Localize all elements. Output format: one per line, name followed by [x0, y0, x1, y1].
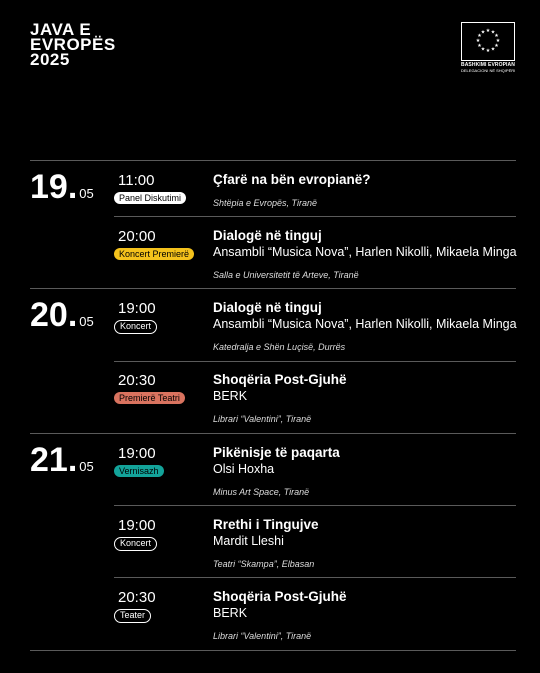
page-title: [30, 22, 116, 67]
event-time: 19:00: [118, 517, 156, 534]
svg-text:★: ★: [475, 38, 481, 44]
event-venue: Librari “Valentini”, Tiranë: [213, 631, 312, 641]
event-category-badge: Teater: [114, 609, 151, 623]
event-title: Pikënisje të paqarta: [213, 445, 340, 460]
event-venue: Katedralja e Shën Luçisë, Durrës: [213, 342, 346, 352]
eu-caption: BASHKIMI EVROPIAN: [461, 62, 515, 68]
divider: [114, 216, 516, 217]
event-venue: Teatri “Skampa”, Elbasan: [213, 559, 315, 569]
event-item: [114, 372, 516, 432]
title-line: EVROPËS: [30, 35, 116, 54]
event-item: [114, 589, 516, 649]
day-number: 20.: [30, 296, 78, 334]
event-title: Çfarë na bën evropianë?: [213, 172, 371, 187]
divider: [30, 160, 516, 161]
divider: [114, 505, 516, 506]
event-title: Shoqëria Post-Gjuhë: [213, 372, 347, 387]
day-month: 05: [79, 314, 94, 329]
event-item: [114, 445, 516, 505]
day-label: [30, 170, 94, 211]
event-category-badge: Panel Diskutimi: [114, 192, 186, 204]
divider: [30, 288, 516, 289]
event-performers: Mardit Lleshi: [213, 534, 284, 548]
event-time: 19:00: [118, 445, 156, 462]
svg-text:★: ★: [485, 28, 491, 34]
event-category-badge: Premierë Teatri: [114, 392, 185, 404]
event-venue: Minus Art Space, Tiranë: [213, 487, 310, 497]
event-category-badge: Koncert Premierë: [114, 248, 194, 260]
svg-text:★: ★: [485, 48, 491, 54]
svg-text:★: ★: [477, 43, 482, 49]
event-time: 11:00: [118, 172, 155, 189]
divider: [114, 361, 516, 362]
event-time: 19:00: [118, 300, 156, 317]
event-title: Dialogë në tinguj: [213, 300, 322, 315]
event-venue: Shtëpia e Evropës, Tiranë: [213, 198, 317, 208]
day-label: [30, 298, 94, 339]
event-item: [114, 228, 516, 288]
divider: [114, 577, 516, 578]
event-title: Shoqëria Post-Gjuhë: [213, 589, 347, 604]
eu-flag-icon: [461, 22, 515, 61]
event-title: Dialogë në tinguj: [213, 228, 322, 243]
title-line: 2025: [30, 50, 70, 69]
svg-text:★: ★: [490, 29, 496, 36]
event-category-badge: Koncert: [114, 537, 157, 551]
divider: [30, 433, 516, 434]
event-item: [114, 300, 516, 360]
event-item: [114, 172, 516, 216]
event-performers: BERK: [213, 389, 248, 403]
event-performers: Ansambli “Musica Nova”, Harlen Nikolli, Mikaela Minga: [213, 317, 517, 331]
event-item: [114, 517, 516, 577]
event-category-badge: Vernisazh: [114, 465, 164, 477]
day-number: 19.: [30, 168, 78, 206]
event-time: 20:30: [118, 372, 156, 389]
title-line: JAVA E: [30, 20, 92, 39]
event-time: 20:30: [118, 589, 156, 606]
event-time: 20:00: [118, 228, 156, 245]
eu-logo: [461, 22, 515, 72]
svg-text:★: ★: [494, 43, 499, 49]
svg-text:★: ★: [480, 46, 486, 53]
svg-text:★: ★: [480, 29, 486, 36]
divider: [30, 650, 516, 651]
event-performers: Ansambli “Musica Nova”, Harlen Nikolli, Mikaela Minga: [213, 245, 517, 259]
svg-text:★: ★: [494, 33, 499, 39]
day-month: 05: [79, 186, 94, 201]
event-title: Rrethi i Tingujve: [213, 517, 319, 532]
day-number: 21.: [30, 441, 78, 479]
event-performers: BERK: [213, 606, 248, 620]
event-venue: Librari “Valentini”, Tiranë: [213, 414, 312, 424]
day-month: 05: [79, 459, 94, 474]
svg-text:★: ★: [477, 33, 482, 39]
event-category-badge: Koncert: [114, 320, 157, 334]
event-performers: Olsi Hoxha: [213, 462, 275, 476]
eu-subcaption: DELEGACIONI NË SHQIPËRI: [461, 68, 516, 73]
svg-text:★: ★: [495, 38, 501, 44]
svg-text:★: ★: [490, 46, 496, 53]
event-venue: Salla e Universitetit të Arteve, Tiranë: [213, 270, 359, 280]
day-label: [30, 443, 94, 484]
